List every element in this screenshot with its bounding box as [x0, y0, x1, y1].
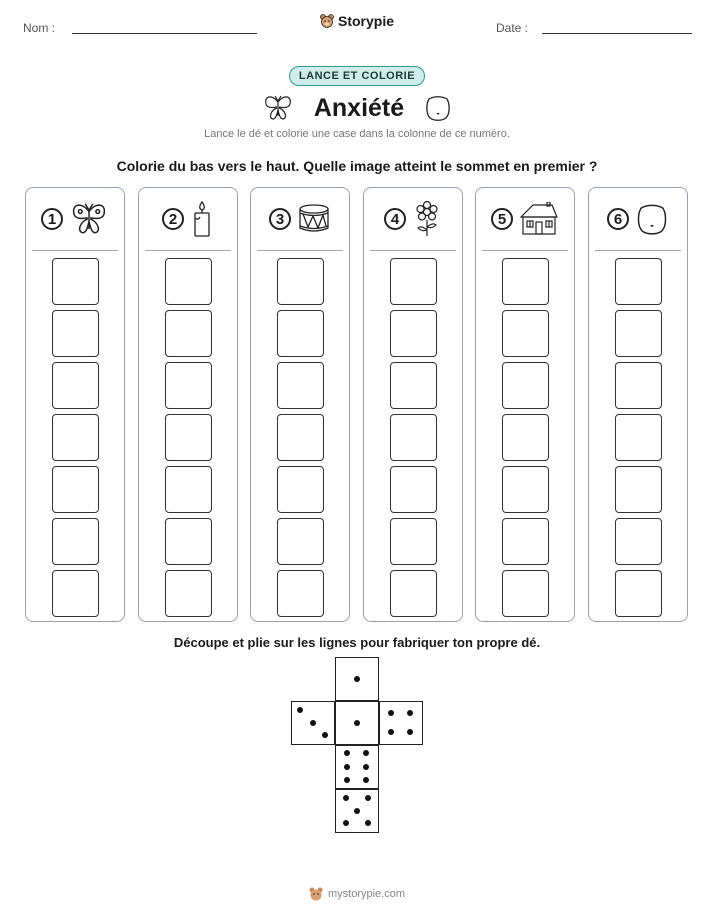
- drum-icon: [297, 202, 331, 236]
- face-icon: [424, 94, 452, 122]
- dice-pip: [354, 676, 360, 682]
- title-row: [0, 90, 714, 126]
- dice-pip: [354, 720, 360, 726]
- flower-icon: [412, 200, 442, 238]
- name-line: [72, 33, 257, 34]
- color-box[interactable]: [615, 570, 662, 617]
- house-icon: [519, 202, 559, 236]
- column-1: [25, 187, 125, 622]
- color-box[interactable]: [52, 310, 99, 357]
- color-box[interactable]: [502, 466, 549, 513]
- face-icon: [635, 202, 669, 236]
- bear-icon: [320, 14, 334, 28]
- color-box[interactable]: [277, 310, 324, 357]
- color-box[interactable]: [615, 414, 662, 461]
- color-box[interactable]: [277, 362, 324, 409]
- dice-pip: [365, 795, 371, 801]
- name-label: Nom :: [23, 21, 56, 35]
- color-box[interactable]: [390, 362, 437, 409]
- dice-pip: [407, 729, 413, 735]
- color-box[interactable]: [277, 414, 324, 461]
- color-box[interactable]: [277, 518, 324, 565]
- dice-pip: [365, 820, 371, 826]
- color-box[interactable]: [165, 258, 212, 305]
- color-box[interactable]: [502, 570, 549, 617]
- color-box[interactable]: [502, 518, 549, 565]
- footer: [0, 887, 714, 901]
- bear-icon: [309, 887, 323, 901]
- color-box[interactable]: [52, 570, 99, 617]
- dice-face-5: [335, 789, 379, 833]
- column-5: [475, 187, 575, 622]
- column-divider: [145, 250, 231, 251]
- dice-face-6: [335, 745, 379, 789]
- column-number: 1: [41, 208, 63, 230]
- column-divider: [32, 250, 118, 251]
- column-4: [363, 187, 463, 622]
- column-divider: [257, 250, 343, 251]
- dice-pip: [363, 750, 369, 756]
- date-line: [542, 33, 692, 34]
- color-box[interactable]: [277, 466, 324, 513]
- color-box[interactable]: [615, 258, 662, 305]
- dice-pip: [388, 710, 394, 716]
- column-header: [251, 188, 349, 250]
- column-header: [26, 188, 124, 250]
- column-divider: [595, 250, 681, 251]
- dice-pip: [388, 729, 394, 735]
- dice-pip: [322, 732, 328, 738]
- color-box[interactable]: [615, 362, 662, 409]
- subtitle: Lance le dé et colorie une case dans la colonne de ce numéro.: [204, 128, 510, 140]
- column-number: 4: [384, 208, 406, 230]
- dice-face-1: [335, 701, 379, 745]
- dice-pip: [354, 808, 360, 814]
- activity-badge: LANCE ET COLORIE: [0, 66, 714, 86]
- dice-face-3: [291, 701, 335, 745]
- color-box[interactable]: [390, 310, 437, 357]
- brand-name: Storypie: [337, 13, 394, 29]
- footer-url: mystorypie.com: [327, 888, 406, 900]
- dice-pip: [363, 764, 369, 770]
- column-header: [476, 188, 574, 250]
- color-box[interactable]: [165, 310, 212, 357]
- color-box[interactable]: [52, 518, 99, 565]
- color-box[interactable]: [277, 570, 324, 617]
- butterfly-icon: [69, 201, 109, 237]
- candle-icon: [190, 200, 214, 238]
- column-number: 6: [607, 208, 629, 230]
- column-2: [138, 187, 238, 622]
- color-box[interactable]: [615, 310, 662, 357]
- dice-pip: [343, 795, 349, 801]
- column-number: 2: [162, 208, 184, 230]
- column-divider: [482, 250, 568, 251]
- color-box[interactable]: [390, 414, 437, 461]
- color-box[interactable]: [165, 570, 212, 617]
- color-box[interactable]: [502, 362, 549, 409]
- page-title: Anxiété: [313, 93, 405, 122]
- dice-pip: [344, 777, 350, 783]
- color-box[interactable]: [52, 414, 99, 461]
- dice-pip: [297, 707, 303, 713]
- color-box[interactable]: [277, 258, 324, 305]
- color-box[interactable]: [615, 518, 662, 565]
- color-box[interactable]: [502, 310, 549, 357]
- dice-face-1: [335, 657, 379, 701]
- color-box[interactable]: [615, 466, 662, 513]
- color-box[interactable]: [52, 258, 99, 305]
- color-box[interactable]: [165, 362, 212, 409]
- color-box[interactable]: [165, 414, 212, 461]
- dice-pip: [344, 764, 350, 770]
- column-header: [139, 188, 237, 250]
- color-box[interactable]: [390, 466, 437, 513]
- dice-pip: [407, 710, 413, 716]
- column-header: [364, 188, 462, 250]
- dice-pip: [363, 777, 369, 783]
- dice-pip: [344, 750, 350, 756]
- brand-logo: [0, 13, 714, 29]
- dice-face-4: [379, 701, 423, 745]
- color-box[interactable]: [52, 362, 99, 409]
- color-box[interactable]: [502, 258, 549, 305]
- color-box[interactable]: [165, 466, 212, 513]
- column-3: [250, 187, 350, 622]
- color-box[interactable]: [390, 258, 437, 305]
- column-header: [589, 188, 687, 250]
- dice-pip: [310, 720, 316, 726]
- color-box[interactable]: [165, 518, 212, 565]
- color-box[interactable]: [390, 518, 437, 565]
- butterfly-icon: [262, 94, 294, 122]
- column-number: 3: [269, 208, 291, 230]
- color-box[interactable]: [52, 466, 99, 513]
- column-number: 5: [491, 208, 513, 230]
- color-box[interactable]: [390, 570, 437, 617]
- instruction: Colorie du bas vers le haut. Quelle image atteint le sommet en premier ?: [116, 158, 598, 174]
- column-6: [588, 187, 688, 622]
- date-label: Date :: [496, 21, 529, 35]
- color-box[interactable]: [502, 414, 549, 461]
- dice-pip: [343, 820, 349, 826]
- dice-instruction: Découpe et plie sur les lignes pour fabriquer ton propre dé.: [173, 635, 541, 650]
- column-divider: [370, 250, 456, 251]
